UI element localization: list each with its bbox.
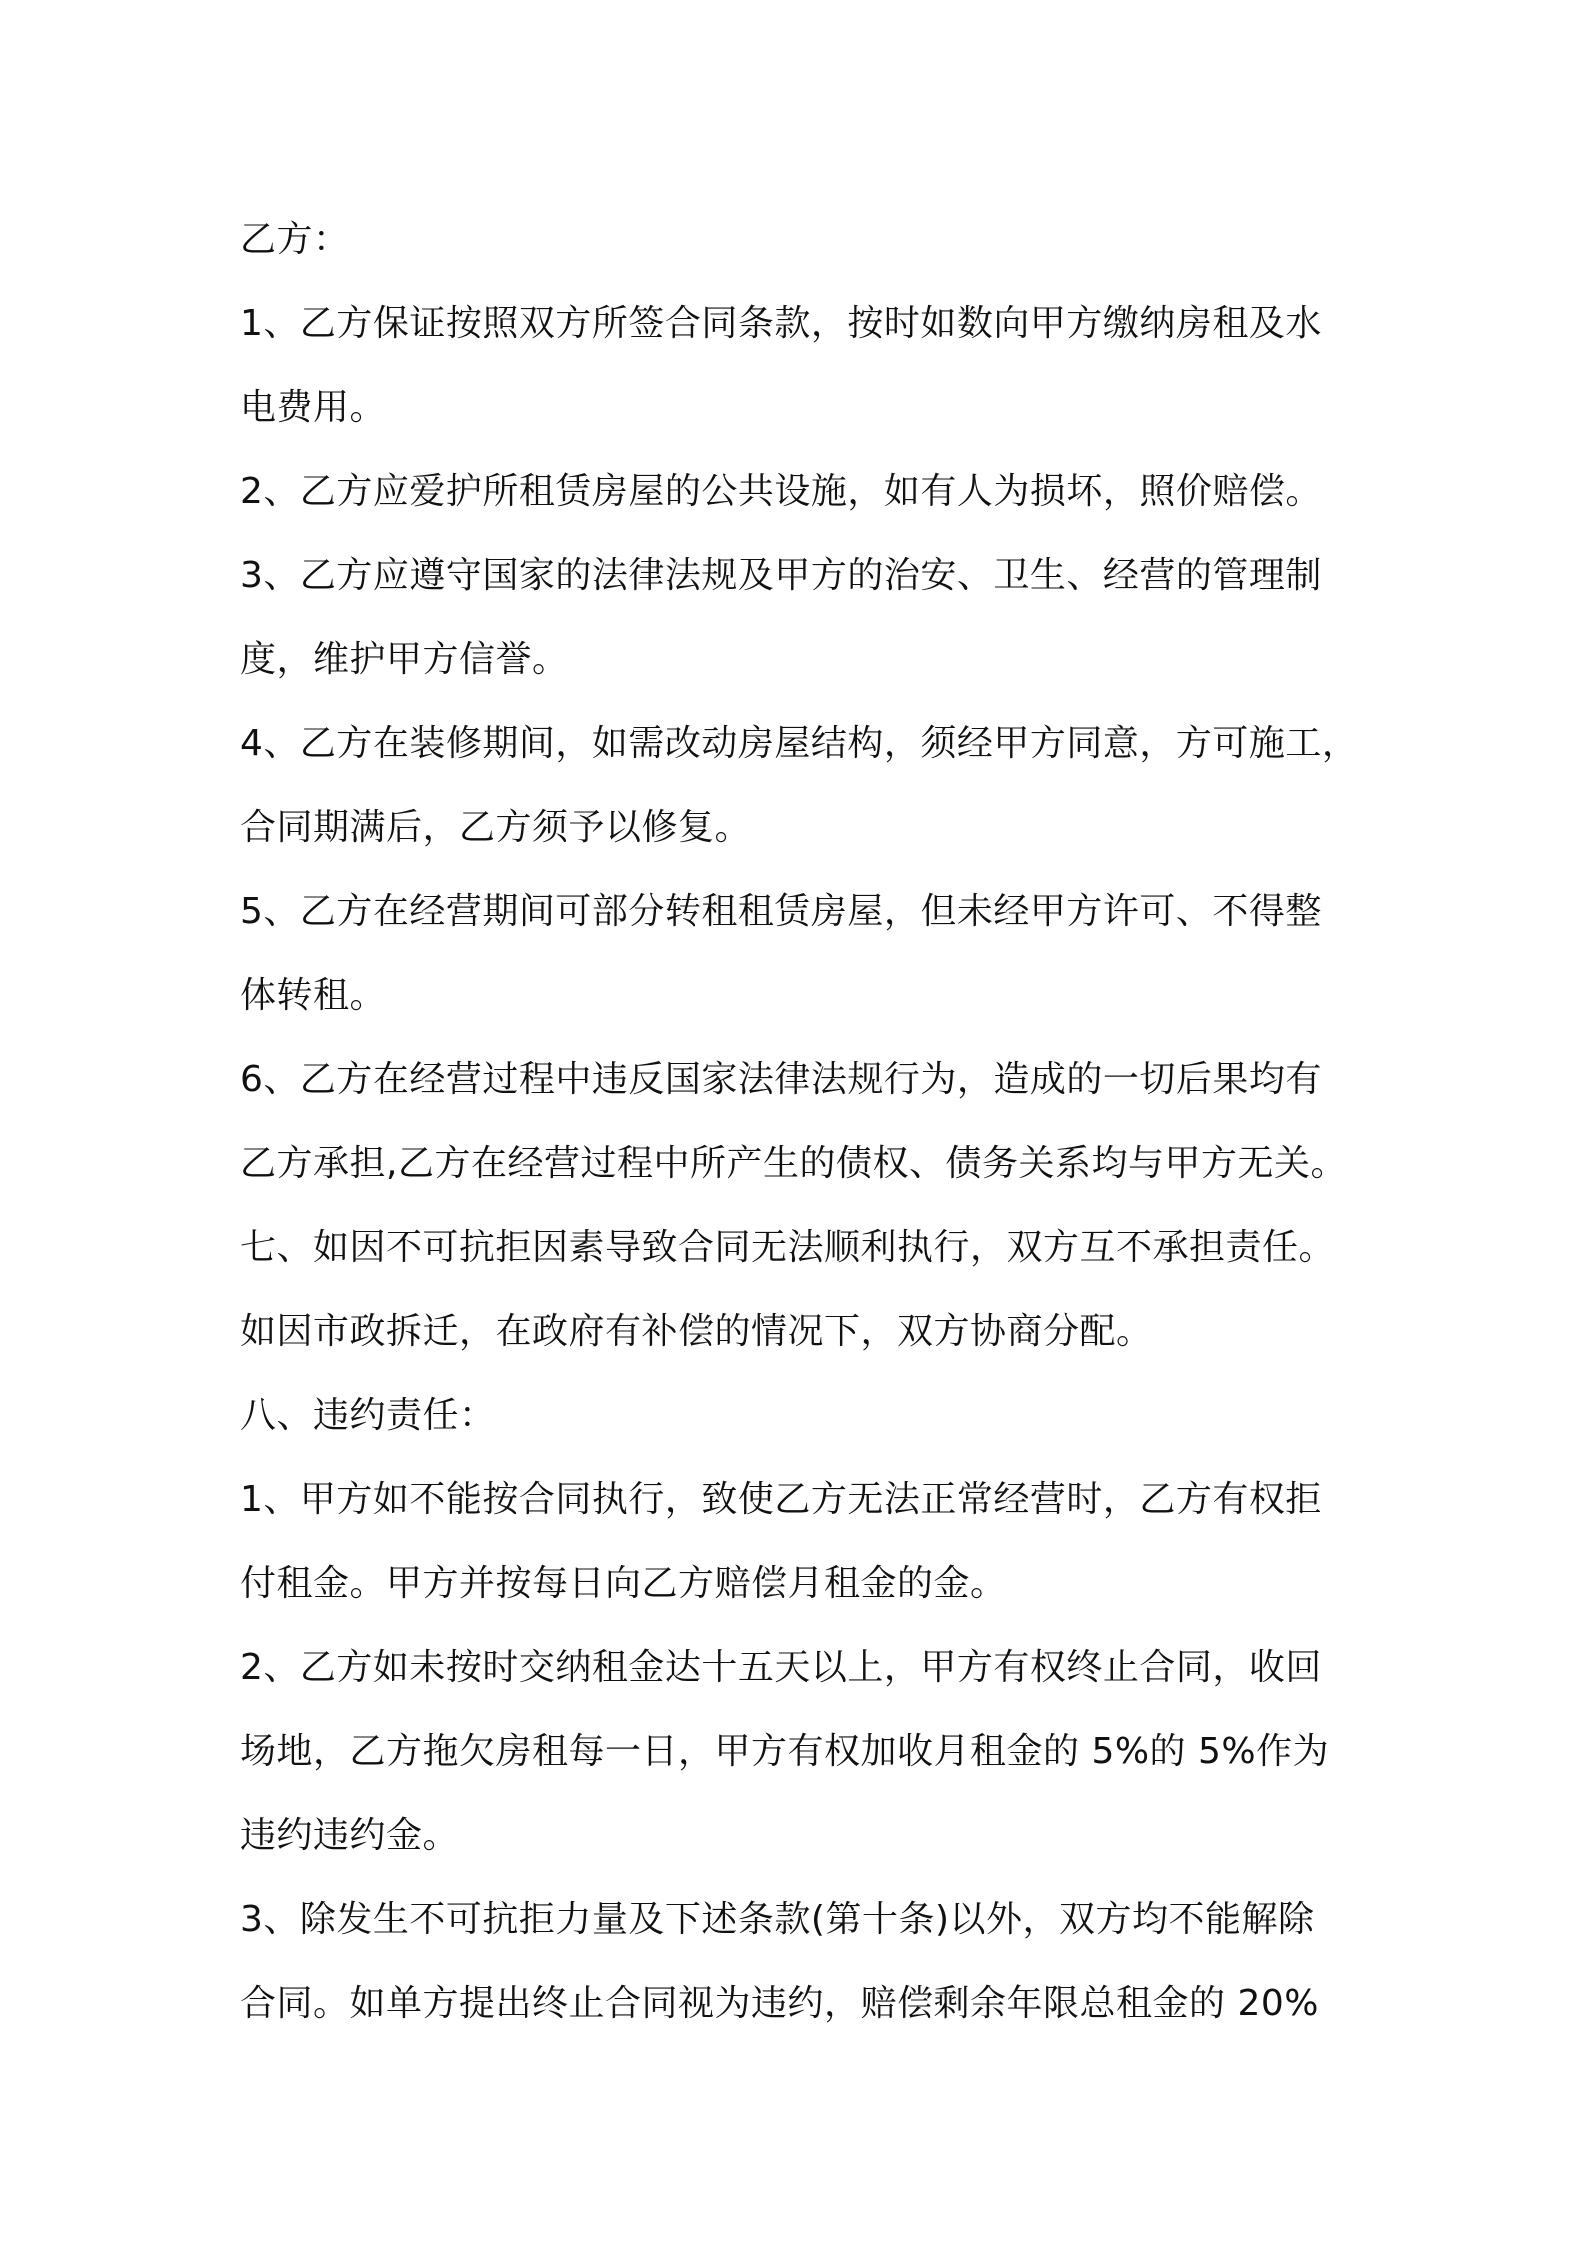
text-line: 付租金。甲方并按每日向乙方赔偿月租金的金。: [240, 1563, 1007, 1604]
text-line: 6、乙方在经营过程中违反国家法律法规行为，造成的一切后果均有: [240, 1059, 1322, 1100]
text-line: 1、甲方如不能按合同执行，致使乙方无法正常经营时，乙方有权拒: [240, 1479, 1322, 1520]
text-line: 1、乙方保证按照双方所签合同条款，按时如数向甲方缴纳房租及水: [240, 303, 1322, 344]
section-heading-party-b: 乙方：: [240, 219, 350, 260]
text-line: 七、如因不可抗拒因素导致合同无法顺利执行，双方互不承担责任。: [240, 1227, 1336, 1268]
text-line: 如因市政拆迁，在政府有补偿的情况下，双方协商分配。: [240, 1311, 1153, 1352]
text-line: 度，维护甲方信誉。: [240, 639, 569, 680]
text-line: 3、乙方应遵守国家的法律法规及甲方的治安、卫生、经营的管理制: [240, 555, 1322, 596]
text-line: 2、乙方如未按时交纳租金达十五天以上，甲方有权终止合同，收回: [240, 1647, 1322, 1688]
text-line: 3、除发生不可抗拒力量及下述条款(第十条)以外，双方均不能解除: [240, 1899, 1315, 1940]
text-line: 体转租。: [240, 975, 387, 1016]
text-line: 违约违约金。: [240, 1815, 460, 1856]
text-line: 合同期满后，乙方须予以修复。: [240, 807, 752, 848]
text-line: 2、乙方应爱护所租赁房屋的公共设施，如有人为损坏，照价赔偿。: [240, 471, 1322, 512]
text-line: 5、乙方在经营期间可部分转租租赁房屋，但未经甲方许可、不得整: [240, 891, 1322, 932]
text-line: 电费用。: [240, 387, 387, 428]
text-line: 场地，乙方拖欠房租每一日，甲方有权加收月租金的 5%的 5%作为: [240, 1731, 1330, 1772]
contract-text: [240, 198, 1360, 2046]
section-heading-breach: 八、违约责任：: [240, 1395, 496, 1436]
text-line: 4、乙方在装修期间，如需改动房屋结构，须经甲方同意，方可施工，: [240, 723, 1359, 764]
text-line: 合同。如单方提出终止合同视为违约，赔偿剩余年限总租金的 20%: [240, 1983, 1319, 2024]
text-line: 乙方承担,乙方在经营过程中所产生的债权、债务关系均与甲方无关。: [240, 1143, 1347, 1184]
